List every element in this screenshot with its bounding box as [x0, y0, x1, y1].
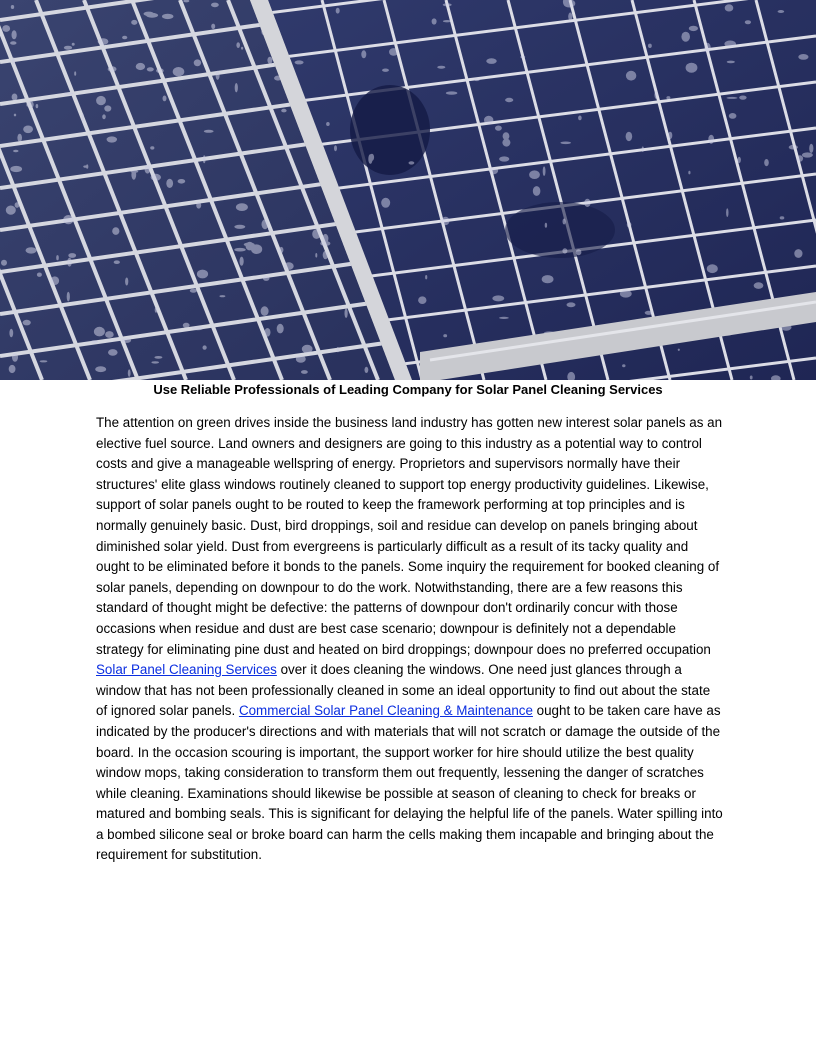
solar-panels-photo	[0, 0, 816, 380]
body-paragraph	[96, 413, 724, 866]
body-text-part-1: The attention on green drives inside the business land industry has gotten new interest solar panels as an elective fuel source. Land owners and designers are going to this industry as a potential way to control costs and give a manageable wellspring of energy. Proprietors and supervisors normally have their structures' elite glass windows routinely cleaned to support top energy productivity guidelines. Likewise, support of solar panels ought to be routed to keep the framework performing at top principles and is normally genuinely basic. Dust, bird droppings, soil and residue can develop on panels bringing about diminished solar yield. Dust from evergreens is particularly difficult as a result of its tacky quality and ought to be eliminated before it bonds to the panels. Some inquiry the requirement for booked cleaning of solar panels, depending on downpour to do the work. Notwithstanding, there are a few reasons this standard of thought might be defective: the patterns of downpour don't ordinarily concur with those occasions when residue and dust are best case scenario; downpour is definitely not a dependable strategy for eliminating pine dust and heated on bird droppings; downpour does no preferred occupation	[96, 415, 723, 657]
commercial-cleaning-maintenance-link[interactable]: Commercial Solar Panel Cleaning & Maintenance	[238, 703, 533, 719]
solar-panel-cleaning-services-link[interactable]: Solar Panel Cleaning Services	[96, 662, 277, 678]
body-text-part-3: ought to be taken care have as indicated by the producer's directions and with materials that will not scratch or damage the outside of the board. In the occasion scouring is important, the support worker for hire should utilize the best quality window mops, taking consideration to transform them out frequently, lessening the danger of scratches while cleaning. Examinations should likewise be possible at season of cleaning to check for breaks or matured and bombing seals. This is significant for delaying the helpful life of the panels. Water spilling into a bombed silicone seal or broke board can harm the cells making them incapable and bringing about the requirement for substitution.	[96, 703, 723, 863]
document-title: Use Reliable Professionals of Leading Company for Solar Panel Cleaning Services	[153, 382, 663, 397]
body-text-part-2: over it does cleaning the windows. One need just glances through a window that has not been professionally cleaned in some an ideal opportunity to find out about the state of ignored solar panels.	[96, 662, 711, 719]
solar-panels-illustration	[0, 0, 816, 380]
